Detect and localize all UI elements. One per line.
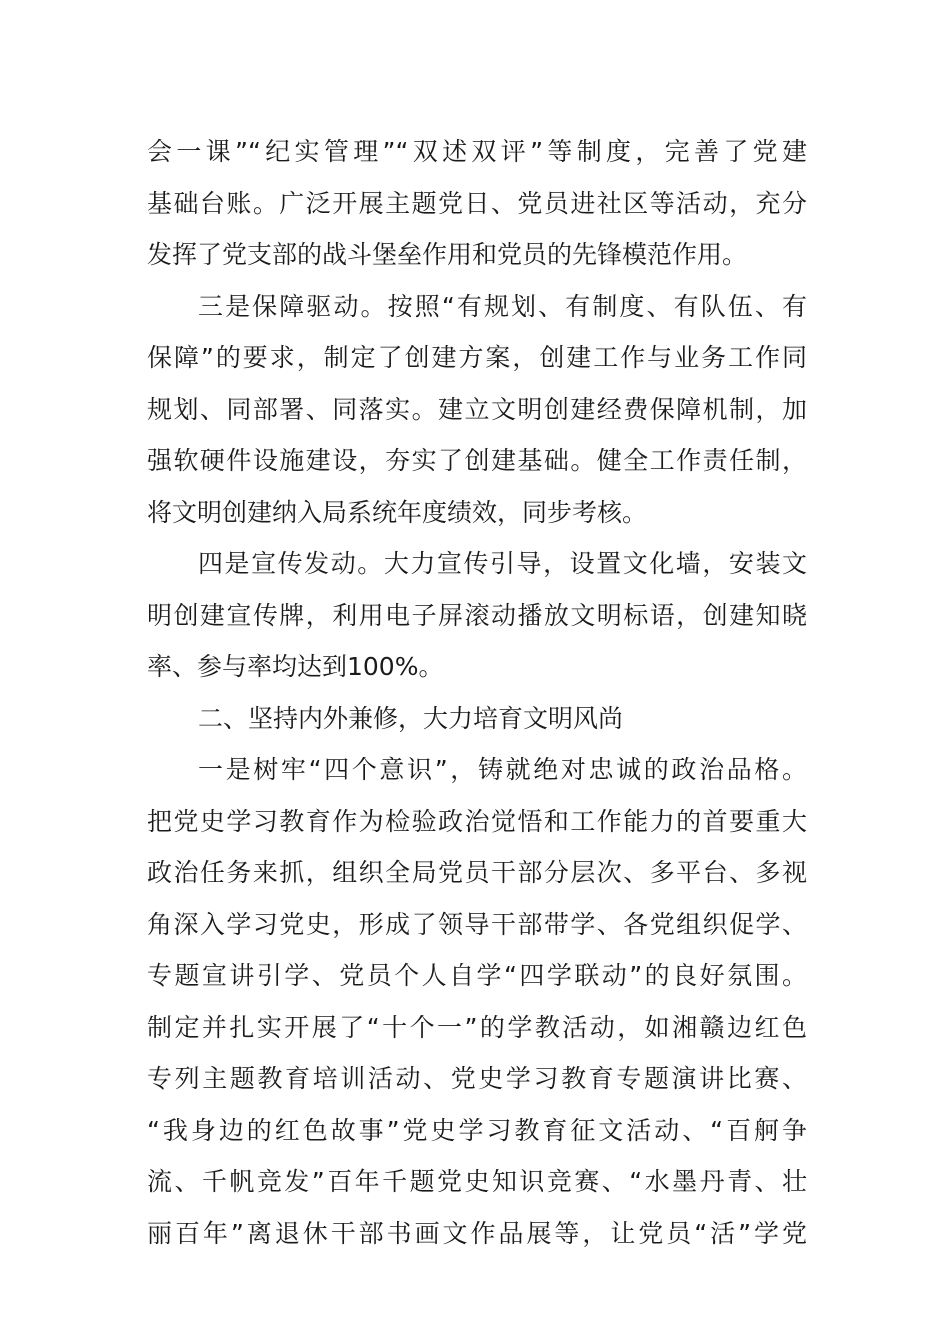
text-line: 一是树牢“四个意识”，铸就绝对忠诚的政治品格。 bbox=[198, 755, 807, 784]
text-line: 会一课”“纪实管理”“双述双评”等制度，完善了党建 bbox=[147, 137, 807, 166]
text-line: 强软硬件设施建设，夯实了创建基础。健全工作责任制， bbox=[147, 446, 807, 475]
text-line: 制定并扎实开展了“十个一”的学教活动，如湘赣边红色 bbox=[147, 1012, 807, 1042]
text-line: 角深入学习党史，形成了领导干部带学、各党组织促学、 bbox=[147, 909, 807, 939]
text-line: 基础台账。广泛开展主题党日、党员进社区等活动，充分 bbox=[147, 188, 807, 218]
text-line: 政治任务来抓，组织全局党员干部分层次、多平台、多视 bbox=[147, 858, 807, 887]
text-line: 把党史学习教育作为检验政治觉悟和工作能力的首要重大 bbox=[147, 806, 807, 836]
text-line: 发挥了党支部的战斗堡垒作用和党员的先锋模范作用。 bbox=[147, 240, 748, 269]
document-body bbox=[147, 126, 807, 1259]
text-line: 专列主题教育培训活动、党史学习教育专题演讲比赛、 bbox=[147, 1064, 807, 1093]
section-heading: 二、坚持内外兼修，大力培育文明风尚 bbox=[198, 703, 624, 733]
text-line: 将文明创建纳入局系统年度绩效，同步考核。 bbox=[147, 497, 648, 527]
text-line: 四是宣传发动。大力宣传引导，设置文化墙，安装文 bbox=[198, 549, 807, 578]
text-line: 明创建宣传牌，利用电子屏滚动播放文明标语，创建知晓 bbox=[147, 600, 807, 630]
text-line: 保障”的要求，制定了创建方案，创建工作与业务工作同 bbox=[147, 343, 807, 372]
text-line: 三是保障驱动。按照“有规划、有制度、有队伍、有 bbox=[198, 291, 807, 321]
text-line: 规划、同部署、同落实。建立文明创建经费保障机制，加 bbox=[147, 394, 807, 424]
text-line: 率、参与率均达到100%。 bbox=[147, 652, 444, 681]
text-line: 流、千帆竞发”百年千题党史知识竞赛、“水墨丹青、壮 bbox=[147, 1167, 807, 1196]
text-line: 专题宣讲引学、党员个人自学“四学联动”的良好氛围。 bbox=[147, 961, 807, 990]
text-line: 丽百年”离退休干部书画文作品展等，让党员“活”学党 bbox=[147, 1218, 807, 1248]
text-line: “我身边的红色故事”党史学习教育征文活动、“百舸争 bbox=[147, 1115, 807, 1145]
